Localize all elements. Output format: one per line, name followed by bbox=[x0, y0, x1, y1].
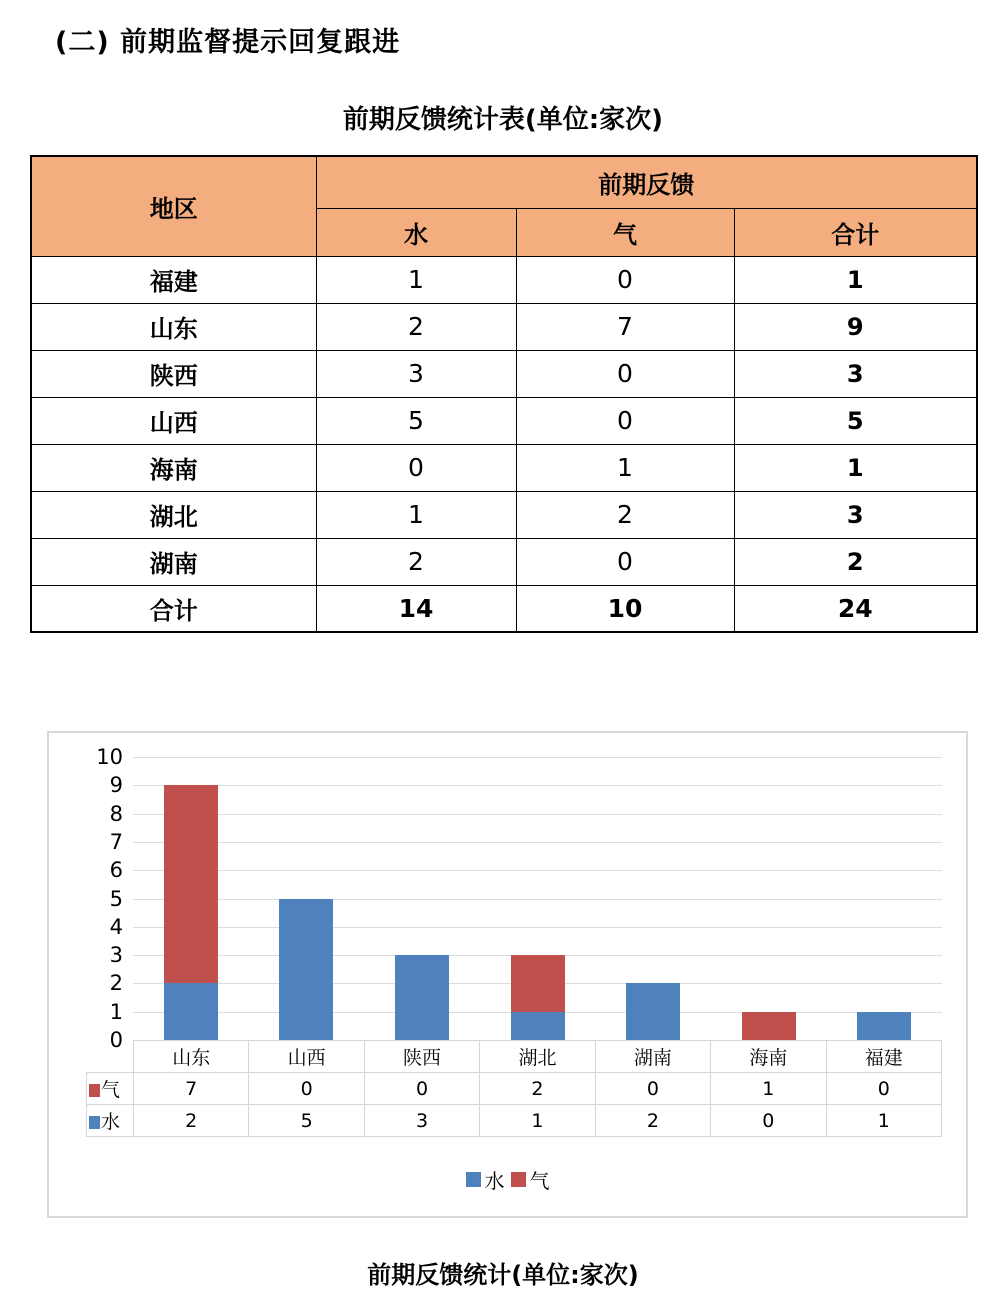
gas-value-cell: 0 bbox=[516, 538, 734, 585]
gas-series-value: 0 bbox=[826, 1073, 941, 1105]
y-axis-tick-label: 6 bbox=[109, 858, 123, 883]
water-bar-segment-山东 bbox=[164, 983, 218, 1040]
gas-bar-segment-海南 bbox=[742, 1012, 796, 1040]
region-cell: 山西 bbox=[31, 397, 316, 444]
table-row bbox=[31, 491, 977, 538]
chart-category-row bbox=[87, 1041, 942, 1073]
gas-value-cell: 1 bbox=[516, 444, 734, 491]
water-series-value: 5 bbox=[249, 1105, 364, 1137]
region-cell: 湖南 bbox=[31, 538, 316, 585]
y-axis-tick-label: 3 bbox=[109, 943, 123, 968]
gridline bbox=[133, 899, 942, 900]
water-series-value: 1 bbox=[480, 1105, 595, 1137]
gas-series-row bbox=[87, 1073, 942, 1105]
gas-legend-label: 气 bbox=[529, 1169, 550, 1193]
chart-category-label: 湖南 bbox=[595, 1041, 710, 1073]
water-value-cell: 3 bbox=[316, 350, 516, 397]
total-value-cell: 3 bbox=[734, 350, 977, 397]
water-series-name: 水 bbox=[101, 1111, 121, 1133]
gridline bbox=[133, 870, 942, 871]
gas-series-name: 气 bbox=[101, 1079, 121, 1101]
y-axis-tick-label: 0 bbox=[109, 1028, 123, 1052]
water-value-cell: 1 bbox=[316, 256, 516, 303]
gas-series-value: 7 bbox=[134, 1073, 249, 1105]
gas-legend-swatch-icon bbox=[511, 1172, 526, 1187]
chart-category-label: 福建 bbox=[826, 1041, 941, 1073]
chart-caption: 前期反馈统计(单位:家次) bbox=[367, 1261, 639, 1289]
table-row bbox=[31, 303, 977, 350]
gas-series-value: 2 bbox=[480, 1073, 595, 1105]
water-series-value: 3 bbox=[364, 1105, 479, 1137]
gas-value-cell: 0 bbox=[516, 256, 734, 303]
gas-series-value: 0 bbox=[249, 1073, 364, 1105]
water-value-cell: 1 bbox=[316, 491, 516, 538]
water-series-value: 1 bbox=[826, 1105, 941, 1137]
water-series-row bbox=[87, 1105, 942, 1137]
region-cell: 合计 bbox=[31, 585, 316, 632]
chart-legend bbox=[49, 1165, 966, 1194]
y-axis-tick-label: 5 bbox=[109, 886, 123, 911]
region-cell: 海南 bbox=[31, 444, 316, 491]
water-value-cell: 0 bbox=[316, 444, 516, 491]
water-series-label bbox=[87, 1105, 134, 1137]
column-header-feedback-group: 前期反馈 bbox=[316, 156, 977, 208]
water-value-cell: 5 bbox=[316, 397, 516, 444]
region-cell: 山东 bbox=[31, 303, 316, 350]
total-value-cell: 5 bbox=[734, 397, 977, 444]
gas-series-value: 0 bbox=[364, 1073, 479, 1105]
water-bar-segment-山西 bbox=[279, 899, 333, 1041]
region-cell: 湖北 bbox=[31, 491, 316, 538]
water-legend-swatch-icon bbox=[89, 1116, 100, 1129]
table-row bbox=[31, 256, 977, 303]
total-value-cell: 1 bbox=[734, 444, 977, 491]
total-value-cell: 9 bbox=[734, 303, 977, 350]
summary-table bbox=[30, 155, 978, 633]
chart-category-label: 海南 bbox=[711, 1041, 826, 1073]
table-row bbox=[31, 397, 977, 444]
y-axis-tick-label: 7 bbox=[109, 829, 123, 854]
gas-value-cell: 2 bbox=[516, 491, 734, 538]
gas-value-cell: 7 bbox=[516, 303, 734, 350]
chart-data-table bbox=[86, 1040, 942, 1137]
y-axis-tick-label: 1 bbox=[109, 999, 123, 1024]
chart-category-label: 陕西 bbox=[364, 1041, 479, 1073]
gas-series-value: 1 bbox=[711, 1073, 826, 1105]
table-row-grand-total bbox=[31, 585, 977, 632]
gas-value-cell: 0 bbox=[516, 397, 734, 444]
gridline bbox=[133, 814, 942, 815]
gas-series-value: 0 bbox=[595, 1073, 710, 1105]
region-cell: 福建 bbox=[31, 256, 316, 303]
table-row bbox=[31, 538, 977, 585]
water-bar-segment-陕西 bbox=[395, 955, 449, 1040]
chart-category-label: 山西 bbox=[249, 1041, 364, 1073]
chart-category-label: 湖北 bbox=[480, 1041, 595, 1073]
legend-item-water bbox=[466, 1165, 505, 1194]
water-series-value: 2 bbox=[134, 1105, 249, 1137]
gridline bbox=[133, 785, 942, 786]
water-value-cell: 2 bbox=[316, 303, 516, 350]
legend-item-gas bbox=[511, 1165, 550, 1194]
column-header-water: 水 bbox=[316, 208, 516, 256]
gas-value-cell: 10 bbox=[516, 585, 734, 632]
water-value-cell: 14 bbox=[316, 585, 516, 632]
water-series-value: 2 bbox=[595, 1105, 710, 1137]
total-value-cell: 1 bbox=[734, 256, 977, 303]
total-value-cell: 2 bbox=[734, 538, 977, 585]
table-row bbox=[31, 444, 977, 491]
column-header-gas: 气 bbox=[516, 208, 734, 256]
section-heading: (二) 前期监督提示回复跟进 bbox=[55, 27, 401, 58]
water-bar-segment-福建 bbox=[857, 1012, 911, 1040]
gas-bar-segment-山东 bbox=[164, 785, 218, 983]
column-header-region: 地区 bbox=[31, 156, 316, 256]
gridline bbox=[133, 927, 942, 928]
water-value-cell: 2 bbox=[316, 538, 516, 585]
water-bar-segment-湖南 bbox=[626, 983, 680, 1040]
y-axis-tick-label: 9 bbox=[109, 773, 123, 798]
chart-container bbox=[47, 731, 968, 1218]
water-series-value: 0 bbox=[711, 1105, 826, 1137]
gridline bbox=[133, 842, 942, 843]
total-value-cell: 24 bbox=[734, 585, 977, 632]
column-header-total: 合计 bbox=[734, 208, 977, 256]
gridline bbox=[133, 757, 942, 758]
gas-bar-segment-湖北 bbox=[511, 955, 565, 1012]
table-row bbox=[31, 350, 977, 397]
water-bar-segment-湖北 bbox=[511, 1012, 565, 1040]
total-value-cell: 3 bbox=[734, 491, 977, 538]
water-legend-swatch-icon bbox=[466, 1172, 481, 1187]
y-axis-tick-label: 2 bbox=[109, 971, 123, 996]
summary-table-title: 前期反馈统计表(单位:家次) bbox=[342, 105, 664, 135]
gas-value-cell: 0 bbox=[516, 350, 734, 397]
gas-series-label bbox=[87, 1073, 134, 1105]
chart-category-label: 山东 bbox=[134, 1041, 249, 1073]
water-legend-label: 水 bbox=[484, 1169, 505, 1193]
chart-table-corner bbox=[87, 1041, 134, 1073]
y-axis-tick-label: 4 bbox=[109, 914, 123, 939]
region-cell: 陕西 bbox=[31, 350, 316, 397]
y-axis-tick-label: 8 bbox=[109, 801, 123, 826]
y-axis-tick-label: 10 bbox=[96, 745, 123, 769]
gas-legend-swatch-icon bbox=[89, 1084, 100, 1097]
